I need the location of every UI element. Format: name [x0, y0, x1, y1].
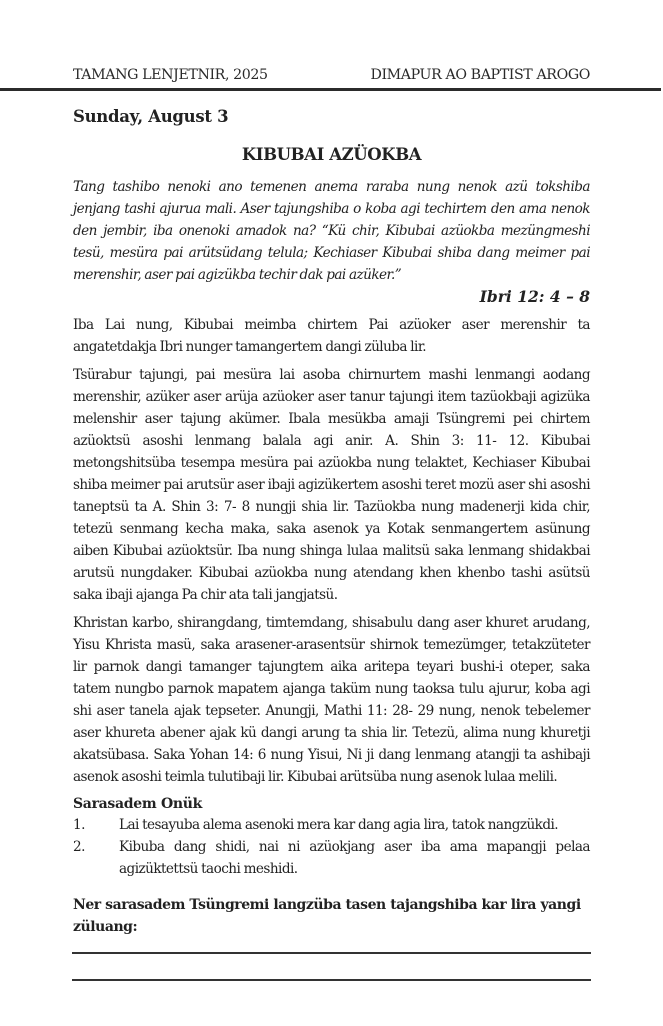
body-paragraph: Iba Lai nung, Kibubai meimba chirtem Pai azüoker aser merenshir ta angatetdakja Ibri nunger tamangertem dangi züluba lir.	[73, 317, 590, 355]
writing-line[interactable]	[72, 952, 591, 954]
body-paragraph: Tsürabur tajungi, pai mesüra lai asoba chirnurtem mashi lenmangi aodang merenshir, azüker aser arüja azüoker aser tanur tajungi item tazüokbaji agizüka melenshir aser tajung akümer. Ibala mesükba amaji Tsüngremi pei chirtem azüoktsü asoshi lenmang balala agi anir. A. Shin 3: 11- 12. Kibubai metongshitsüba tesempa mesüra pai azüokba nung telaktet, Kechiaser Kibubai shiba meimer pai arutsür aser ibaji agizükertem asoshi teret mozü aser shi asoshi taneptsü ta A. Shin 3: 7- 8 nungji shia lir. Tazüokba nung madenerji kida chir, tetezü senmang kecha maka, saka asenok ya Kotak senmangertem asünung aiben Kibubai azüoktsür. Iba nung shinga lulaa malitsü saka lenmang shidakbai arutsü nungdaker. Kibubai azüokba nung atendang khen khenbo tashi asütsü saka ibaji ajanga Pa chir ata tali jangjatsü.	[73, 367, 590, 603]
question-item	[73, 814, 590, 836]
question-item	[73, 836, 590, 880]
question-number: 1.	[73, 817, 85, 833]
body-paragraph: Khristan karbo, shirangdang, timtemdang, shisabulu dang aser khuret arudang, Yisu Khrista masü, saka arasener-arasentsür shirnok temezümger, tetakzüteter lir parnok dangi tamanger tajungtem aika aritepa teyari bushi-i oteper, saka tatem nungbo parnok mapatem ajanga taküm nung taoksa tulu ajurur, koba agi shi aser tanela ajak tepseter. Anungji, Mathi 11: 28- 29 nung, nenok tebelemer aser khureta abener ajak kü dangi arung ta shia lir. Tetezü, alima nung khuretji akatsübasa. Saka Yohan 14: 6 nung Yisui, Ni ji dang lenmang atangji ta ashibaji asenok asoshi teimla tulutibaji lir. Kibubai arütsüba nung asenok lulaa melili.	[73, 615, 590, 785]
questions-heading: Sarasadem Onük	[73, 796, 203, 812]
header-right-title: DIMAPUR AO BAPTIST AROGO	[370, 67, 590, 83]
question-text: Kibuba dang shidi, nai ni azüokjang aser iba ama mapangji pelaa agizüktettsü taochi meshidi.	[119, 839, 590, 877]
questions-list	[73, 814, 590, 880]
reflection-prompt: Ner sarasadem Tsüngremi langzüba tasen tajangshiba kar lira yangi züluang:	[73, 897, 581, 935]
question-text: Lai tesayuba alema asenoki mera kar dang agia lira, tatok nangzükdi.	[119, 817, 559, 833]
writing-line[interactable]	[72, 979, 591, 981]
scripture-reference: Ibri 12: 4 – 8	[479, 287, 590, 306]
page-title: KIBUBAI AZÜOKBA	[241, 145, 422, 164]
page-content	[73, 0, 590, 1026]
date-heading: Sunday, August 3	[73, 107, 229, 126]
question-number: 2.	[73, 839, 85, 855]
intro-quote: Tang tashibo nenoki ano temenen anema raraba nung nenok azü tokshiba jenjang tashi ajurua mali. Aser tajungshiba o koba agi techirtem den ama nenok den jembir, iba onenoki amadok na? “Kü chir, Kibubai azüokba mezüngmeshi tesü, mesüra pai arütsüdang telula; Kechiaser Kibubai shiba dang meimer pai merenshir, aser pai agizükba techir dak pai azüker.”	[73, 179, 590, 283]
header-left-title: TAMANG LENJETNIR, 2025	[73, 67, 268, 83]
